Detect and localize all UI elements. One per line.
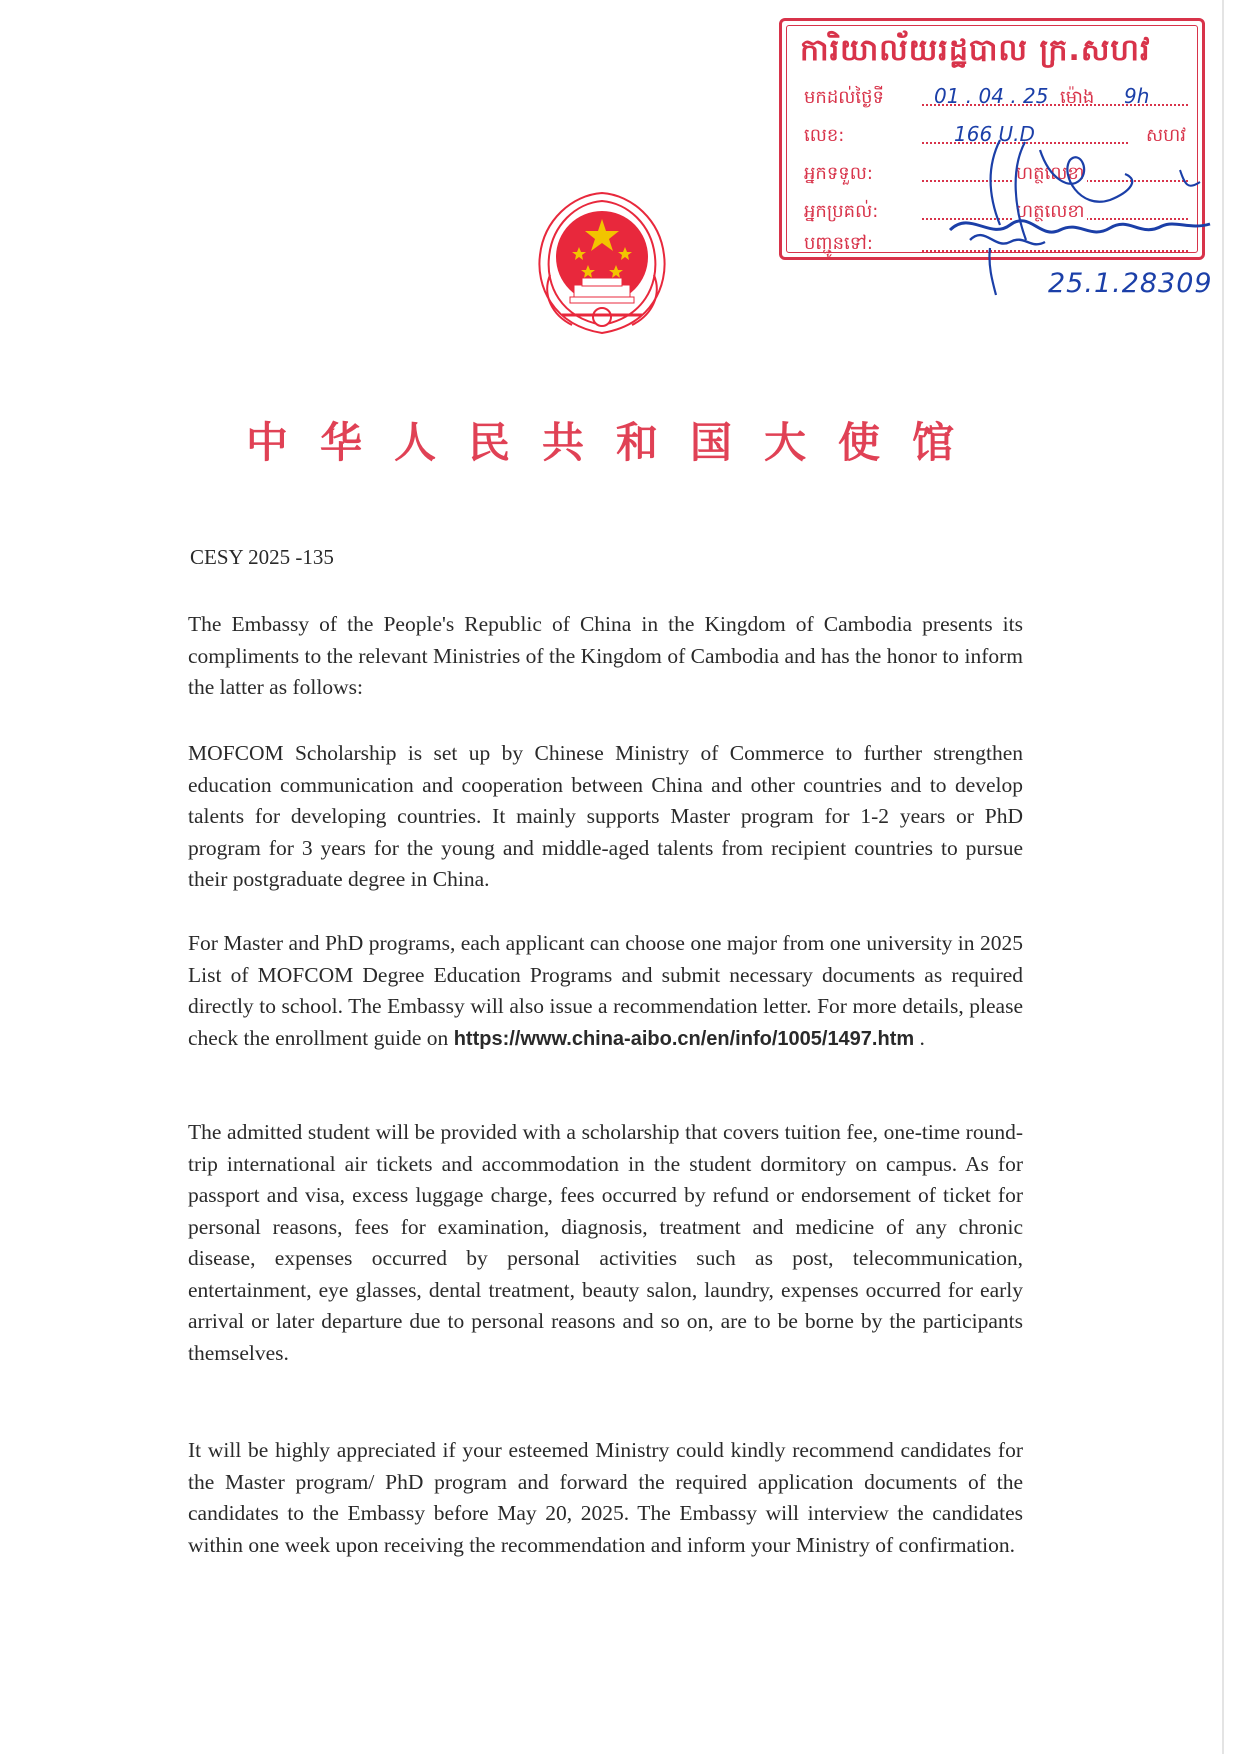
stamp-header: ការិយាល័យរដ្ឋបាល ក្រ.សហវ [800,33,1151,68]
title-char: 使 [837,418,880,467]
registration-number: 25.1.28309 [1048,268,1213,299]
stamp-row-label: មកដល់ថ្ងៃទី [804,87,884,108]
title-char: 华 [319,418,362,467]
stamp-row-label: អ្នកទទួល: [804,163,873,184]
stamp-row-suffix: ហត្ថលេខា [1014,197,1087,227]
title-char: 国 [689,418,732,467]
paragraph-application [188,928,1023,1055]
national-emblem-icon [532,185,672,340]
reference-number: CESY 2025 -135 [190,545,334,569]
stamp-row-label: អ្នកប្រគល់: [804,201,879,222]
enrollment-guide-link[interactable]: https://www.china-aibo.cn/en/info/1005/1497.htm [453,1027,915,1050]
title-char: 人 [393,418,436,467]
title-char: 中 [245,418,288,467]
title-char: 民 [467,418,510,467]
stamp-row-label: បញ្ជូនទៅ: [804,233,873,254]
title-char: 馆 [911,418,954,467]
stamp-row-extra: 9h [1124,84,1150,108]
stamp-row-label: លេខ: [804,125,845,146]
title-char: 大 [763,418,806,467]
title-char: 和 [615,418,658,467]
stamp-row-suffix: ម៉ោង [1060,87,1095,108]
embassy-chinese-title [200,410,1000,480]
stamp-row-suffix: ហត្ថលេខា [1014,159,1087,189]
paragraph-request: It will be highly appreciated if your esteemed Ministry could kindly recommend candidates for the Master program/ PhD program and forward the required application documents of the candidates to the Embassy before May 20, 2025. The Embassy will interview the candidates within one week upon receiving the recommendation and inform your Ministry of confirmation. [188,1438,1023,1557]
stamp-row-value: 01 . 04 . 25 [934,84,1049,108]
application-end: . [914,1025,925,1050]
paragraph-scholarship: MOFCOM Scholarship is set up by Chinese Ministry of Commerce to further strengthen education communication and cooperation between China and other countries and to develop talents for developing countries. It mainly supports Master program for 1-2 years or PhD program for 3 years for the young and middle-aged talents from recipient countries to pursue their postgraduate degree in China. [188,741,1023,891]
stamp-row-arrival [804,83,1188,113]
stamp-row-suffix: សហវ [1146,125,1186,146]
paragraph-intro: The Embassy of the People's Republic of China in the Kingdom of Cambodia presents its compliments to the relevant Ministries of the Kingdom of Cambodia and has the honor to inform the latter as follows: [188,612,1023,699]
stamp-row-value: 166 U.D [954,122,1035,146]
title-char: 共 [541,418,584,467]
paragraph-coverage: The admitted student will be provided with a scholarship that covers tuition fee, one-time round-trip international air tickets and accommodation in the student dormitory on campus. As for passport and visa, excess luggage charge, fees occurred by refund or endorsement of ticket for personal reasons, fees for examination, diagnosis, treatment and medicine of any chronic disease, expenses occurred by personal activities such as post, telecommunication, entertainment, eye glasses, dental treatment, beauty salon, laundry, expenses occurred for early arrival or later departure due to personal reasons and so on, are to be borne by the participants themselves. [188,1120,1023,1365]
application-text: For Master and PhD programs, each applicant can choose one major from one university in 2025 List of MOFCOM Degree Education Programs and submit necessary documents as required directly to school. The Embassy will also issue a recommendation letter. For more details, please check the enrollment guide on [188,931,1023,1050]
